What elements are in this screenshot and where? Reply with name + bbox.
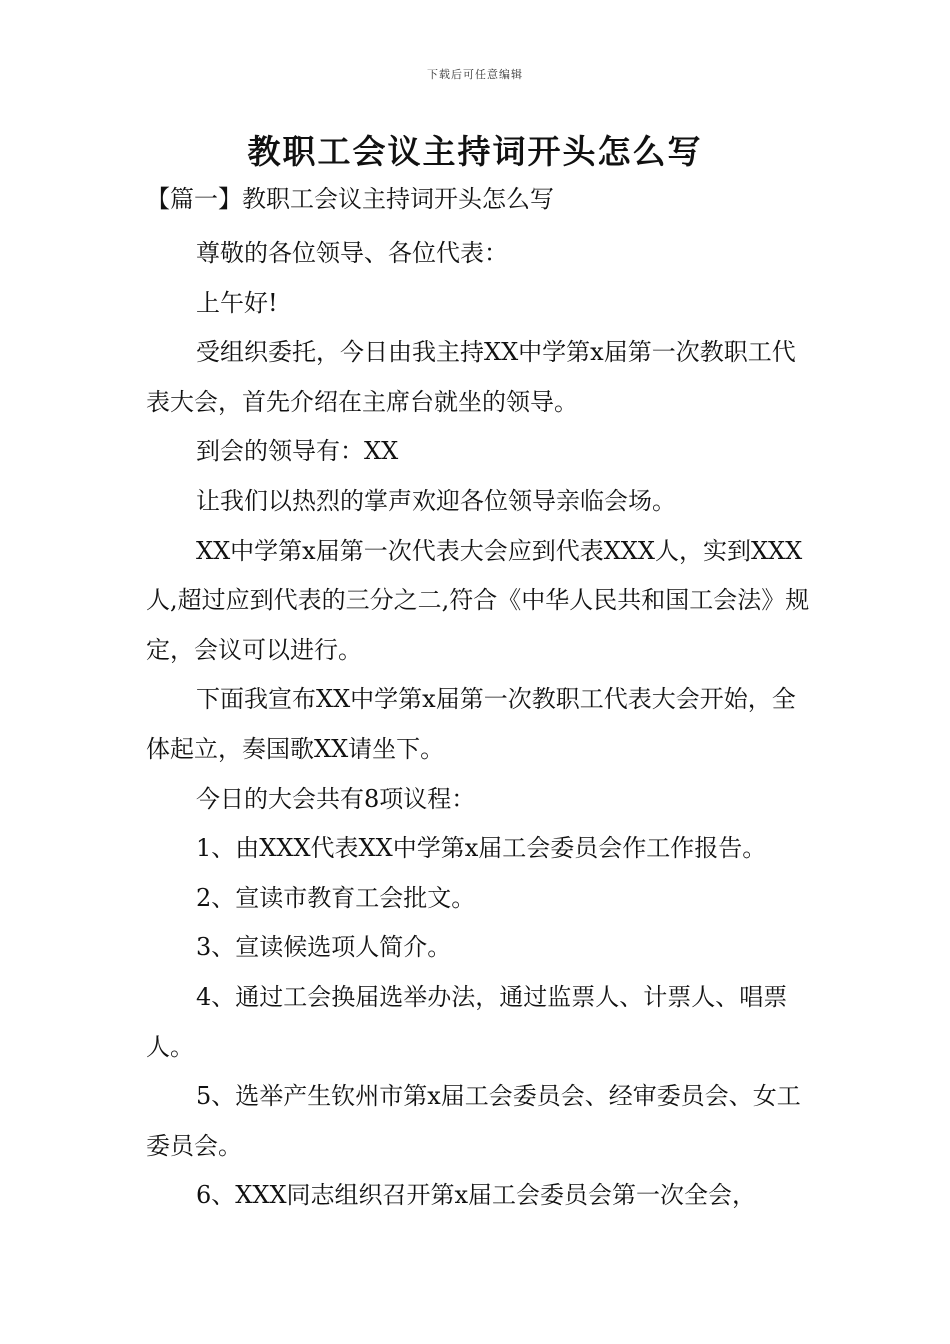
agenda-item-3: 3、宣读候选项人简介。 — [196, 933, 452, 962]
paragraph-opening: 下面我宣布XX中学第x届第一次教职工代表大会开始，全体起立，奏国歌XX请坐下。 — [146, 685, 796, 763]
paragraph-salutation: 尊敬的各位领导、各位代表： — [196, 239, 508, 267]
document-body — [146, 179, 818, 1221]
agenda-item-2: 2、宣读市教育工会批文。 — [196, 883, 476, 912]
paragraph-attendance: XX中学第x届第一次代表大会应到代表XXX人，实到XXX人,超过应到代表的三分之二,符合《中华人民共和国工会法》规定，会议可以进行。 — [146, 536, 810, 664]
agenda-item-5: 5、选举产生钦州市第x届工会委员会、经审委员会、女工委员会。 — [146, 1082, 801, 1160]
agenda-item-4: 4、通过工会换届选举办法，通过监票人、计票人、唱票人。 — [146, 982, 788, 1061]
paragraph-agenda-intro: 今日的大会共有8项议程： — [196, 784, 476, 813]
paragraph-welcome: 让我们以热烈的掌声欢迎各位领导亲临会场。 — [196, 486, 676, 515]
paragraph-greeting: 上午好! — [196, 288, 278, 317]
document-title: 教职工会议主持词开头怎么写 — [247, 132, 703, 171]
paragraph-leaders: 到会的领导有：XX — [196, 437, 399, 466]
agenda-item-1: 1、由XXX代表XX中学第x届工会委员会作工作报告。 — [196, 834, 767, 863]
section-heading: 【篇一】教职工会议主持词开头怎么写 — [146, 185, 554, 213]
paragraph-intro: 受组织委托，今日由我主持XX中学第x届第一次教职工代表大会，首先介绍在主席台就坐的领导。 — [146, 338, 796, 416]
agenda-item-6: 6、XXX同志组织召开第x届工会委员会第一次全会， — [196, 1181, 757, 1210]
header-note: 下载后可任意编辑 — [427, 68, 523, 81]
